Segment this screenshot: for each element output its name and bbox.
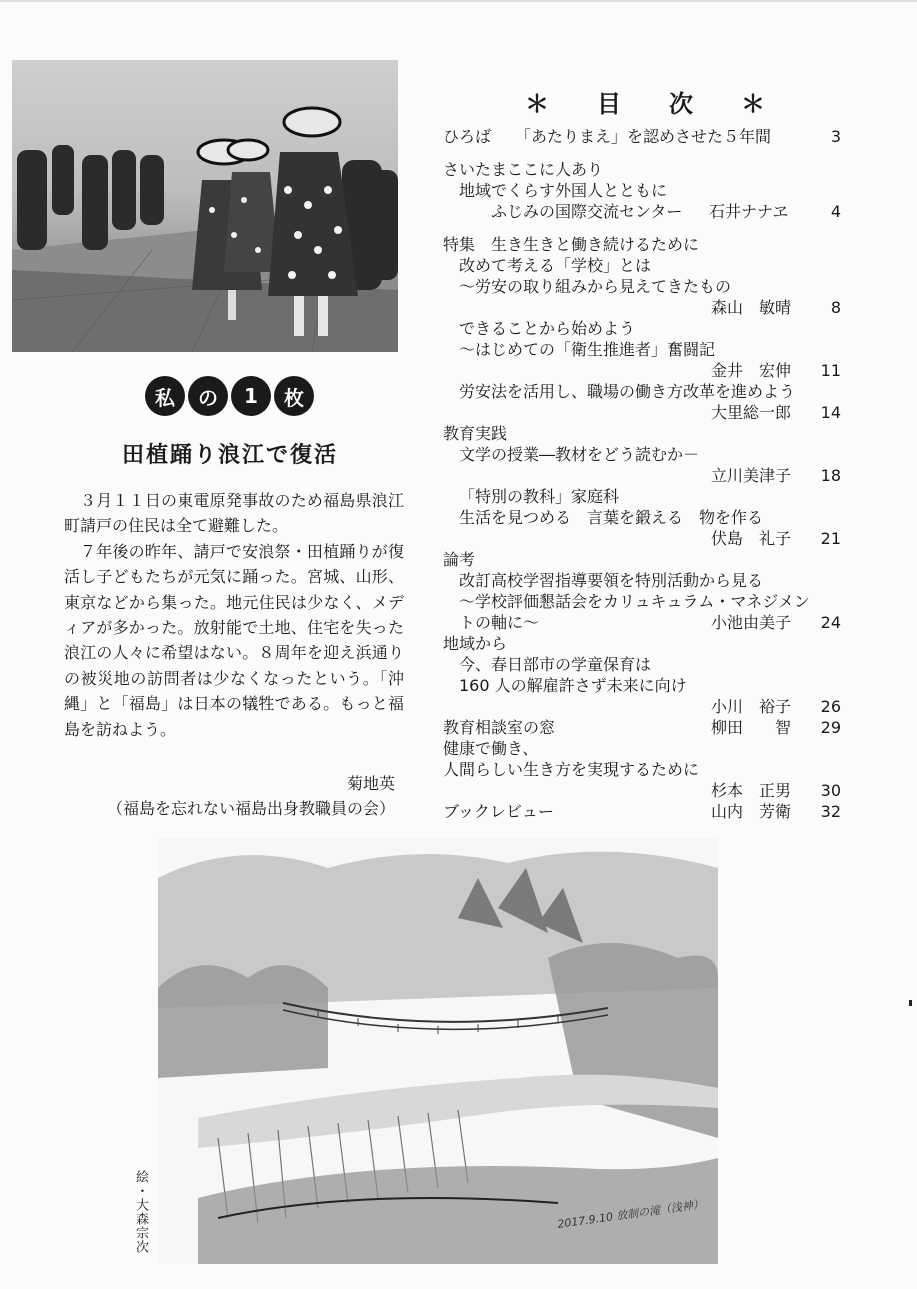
toc-byline: [443, 297, 841, 318]
toc-text: 今、春日部市の学童保育は: [459, 655, 652, 674]
toc-author: 小川 裕子: [711, 697, 792, 716]
toc-entry[interactable]: [443, 675, 841, 696]
toc-section: [443, 423, 841, 444]
toc-text: ブックレビュー: [443, 802, 554, 821]
toc-entry[interactable]: [443, 486, 841, 507]
toc-author: 石井ナナヱ: [709, 202, 789, 221]
toc-page: 18: [820, 466, 841, 485]
waterfall-painting: [158, 838, 718, 1264]
toc-section: [443, 159, 841, 180]
toc-byline: [443, 360, 841, 381]
toc-entry[interactable]: [443, 612, 841, 633]
painting-inscription: 2017.9.10 放制の滝（浅神）: [556, 1197, 705, 1231]
toc-author: 立川美津子: [711, 466, 792, 485]
toc-title-char: 目: [597, 90, 621, 118]
toc-page: 29: [820, 718, 841, 737]
toc-entry[interactable]: [443, 570, 841, 591]
toc-entry[interactable]: [443, 318, 841, 339]
badge-char: 私: [145, 376, 185, 416]
toc-entry[interactable]: [443, 126, 841, 147]
page-top-edge: [0, 0, 917, 2]
toc-entry[interactable]: [443, 654, 841, 675]
toc-author: 山内 芳衛: [711, 802, 792, 821]
toc-title-char: ＊: [741, 90, 765, 118]
toc-text: 人間らしい生き方を実現するために: [443, 760, 700, 779]
toc-text: できることから始めよう: [459, 319, 636, 338]
toc-title: [525, 84, 765, 119]
toc-page: 24: [820, 613, 841, 632]
toc-page: 32: [820, 802, 841, 821]
toc-entry[interactable]: [443, 381, 841, 402]
feature-paragraph: ７年後の昨年、請戸で安浪祭・田植踊りが復活し子どもたちが元気に踊った。宮城、山形、東京などから集った。地元住民は少なく、メディアが多かった。放射能で土地、住宅を失った浪江の人々に希望はない。８周年を迎え浜通りの被災地の訪問者は少なくなったという。「沖縄」と「福島」は日本の犠牲である。もっと福島を訪ねよう。: [64, 541, 404, 739]
toc-author: 伏島 礼子: [711, 529, 792, 548]
toc-entry[interactable]: [443, 339, 841, 360]
toc-page: 3: [830, 127, 841, 146]
toc-entry[interactable]: [443, 444, 841, 465]
toc-entry[interactable]: [443, 759, 841, 780]
toc-page: 4: [830, 202, 841, 221]
toc-section: [443, 549, 841, 570]
feature-title: 田植踊り浪江で復活: [121, 443, 338, 468]
toc-author: 柳田 智: [711, 718, 792, 737]
toc-text: 地域でくらす外国人とともに: [459, 181, 668, 200]
toc-entry[interactable]: [443, 738, 841, 759]
toc-text: 教育実践: [443, 424, 508, 443]
toc-text: ～労安の取り組みから見えてきたもの: [459, 277, 732, 296]
toc-page: 8: [830, 298, 841, 317]
toc-text: ～はじめての「衛生推進者」奮闘記: [459, 340, 716, 359]
toc-author: 大里総一郎: [711, 403, 792, 422]
table-of-contents: [443, 126, 841, 822]
toc-text: 160 人の解雇許さず未来に向け: [459, 676, 687, 695]
toc-page: 21: [820, 529, 841, 548]
edge-mark: [909, 1000, 912, 1006]
toc-entry[interactable]: [443, 276, 841, 297]
toc-page: 14: [820, 403, 841, 422]
toc-section: [443, 633, 841, 654]
toc-page: 11: [820, 361, 841, 380]
badge-char: 1: [231, 376, 271, 416]
toc-text: 労安法を活用し、職場の働き方改革を進めよう: [459, 382, 796, 401]
toc-title-char: 次: [669, 90, 693, 118]
toc-entry[interactable]: [443, 591, 841, 612]
toc-text: 教育相談室の窓: [443, 718, 556, 737]
feature-affiliation: （福島を忘れない福島出身教職員の会）: [106, 799, 395, 818]
toc-text: 生活を見つめる 言葉を鍛える 物を作る: [459, 508, 764, 527]
toc-entry[interactable]: [443, 717, 841, 738]
toc-text: 論考: [443, 550, 476, 569]
badge-char: 枚: [274, 376, 314, 416]
toc-author: 森山 敏晴: [711, 298, 792, 317]
dancers-photo: [12, 60, 398, 352]
toc-text: 文学の授業―教材をどう読むか－: [459, 445, 700, 464]
toc-byline: [443, 402, 841, 423]
painting-credit: 絵・大森宗次: [133, 1170, 148, 1254]
toc-entry[interactable]: [443, 255, 841, 276]
toc-author: 金井 宏伸: [711, 361, 792, 380]
toc-author: 小池由美子: [711, 613, 792, 632]
feature-author: 菊地英: [346, 774, 395, 793]
toc-text: 改めて考える「学校」とは: [459, 256, 652, 275]
toc-text: 改訂高校学習指導要領を特別活動から見る: [459, 571, 764, 590]
toc-entry[interactable]: [443, 180, 841, 201]
toc-text: 地域から: [443, 634, 508, 653]
toc-byline: [443, 465, 841, 486]
toc-text: トの軸に～: [459, 613, 540, 632]
toc-entry[interactable]: [443, 801, 841, 822]
toc-text: 特集 生き生きと働き続けるために: [443, 235, 700, 254]
toc-text: ひろば 「あたりまえ」を認めさせた５年間: [443, 127, 772, 146]
toc-byline: [443, 696, 841, 717]
toc-title-char: ＊: [525, 90, 549, 118]
toc-text: ～学校評価懇話会をカリュキュラム・マネジメン: [459, 592, 810, 611]
toc-entry[interactable]: [443, 201, 841, 222]
toc-byline: [443, 780, 841, 801]
toc-byline: [443, 528, 841, 549]
feature-body: [64, 488, 404, 742]
toc-entry[interactable]: [443, 507, 841, 528]
toc-section: [443, 234, 841, 255]
toc-page: 30: [820, 781, 841, 800]
feature-paragraph: ３月１１日の東電原発事故のため福島県浪江町請戸の住民は全て避難した。: [64, 491, 404, 536]
toc-author: 杉本 正男: [711, 781, 792, 800]
toc-text: 「特別の教科」家庭科: [459, 487, 620, 506]
toc-text: 健康で働き、: [443, 739, 539, 758]
feature-badge: [145, 376, 314, 418]
badge-char: の: [188, 376, 228, 416]
toc-text: さいたまここに人あり: [443, 160, 604, 179]
toc-text: ふじみの国際交流センター: [491, 202, 683, 221]
toc-page: 26: [820, 697, 841, 716]
